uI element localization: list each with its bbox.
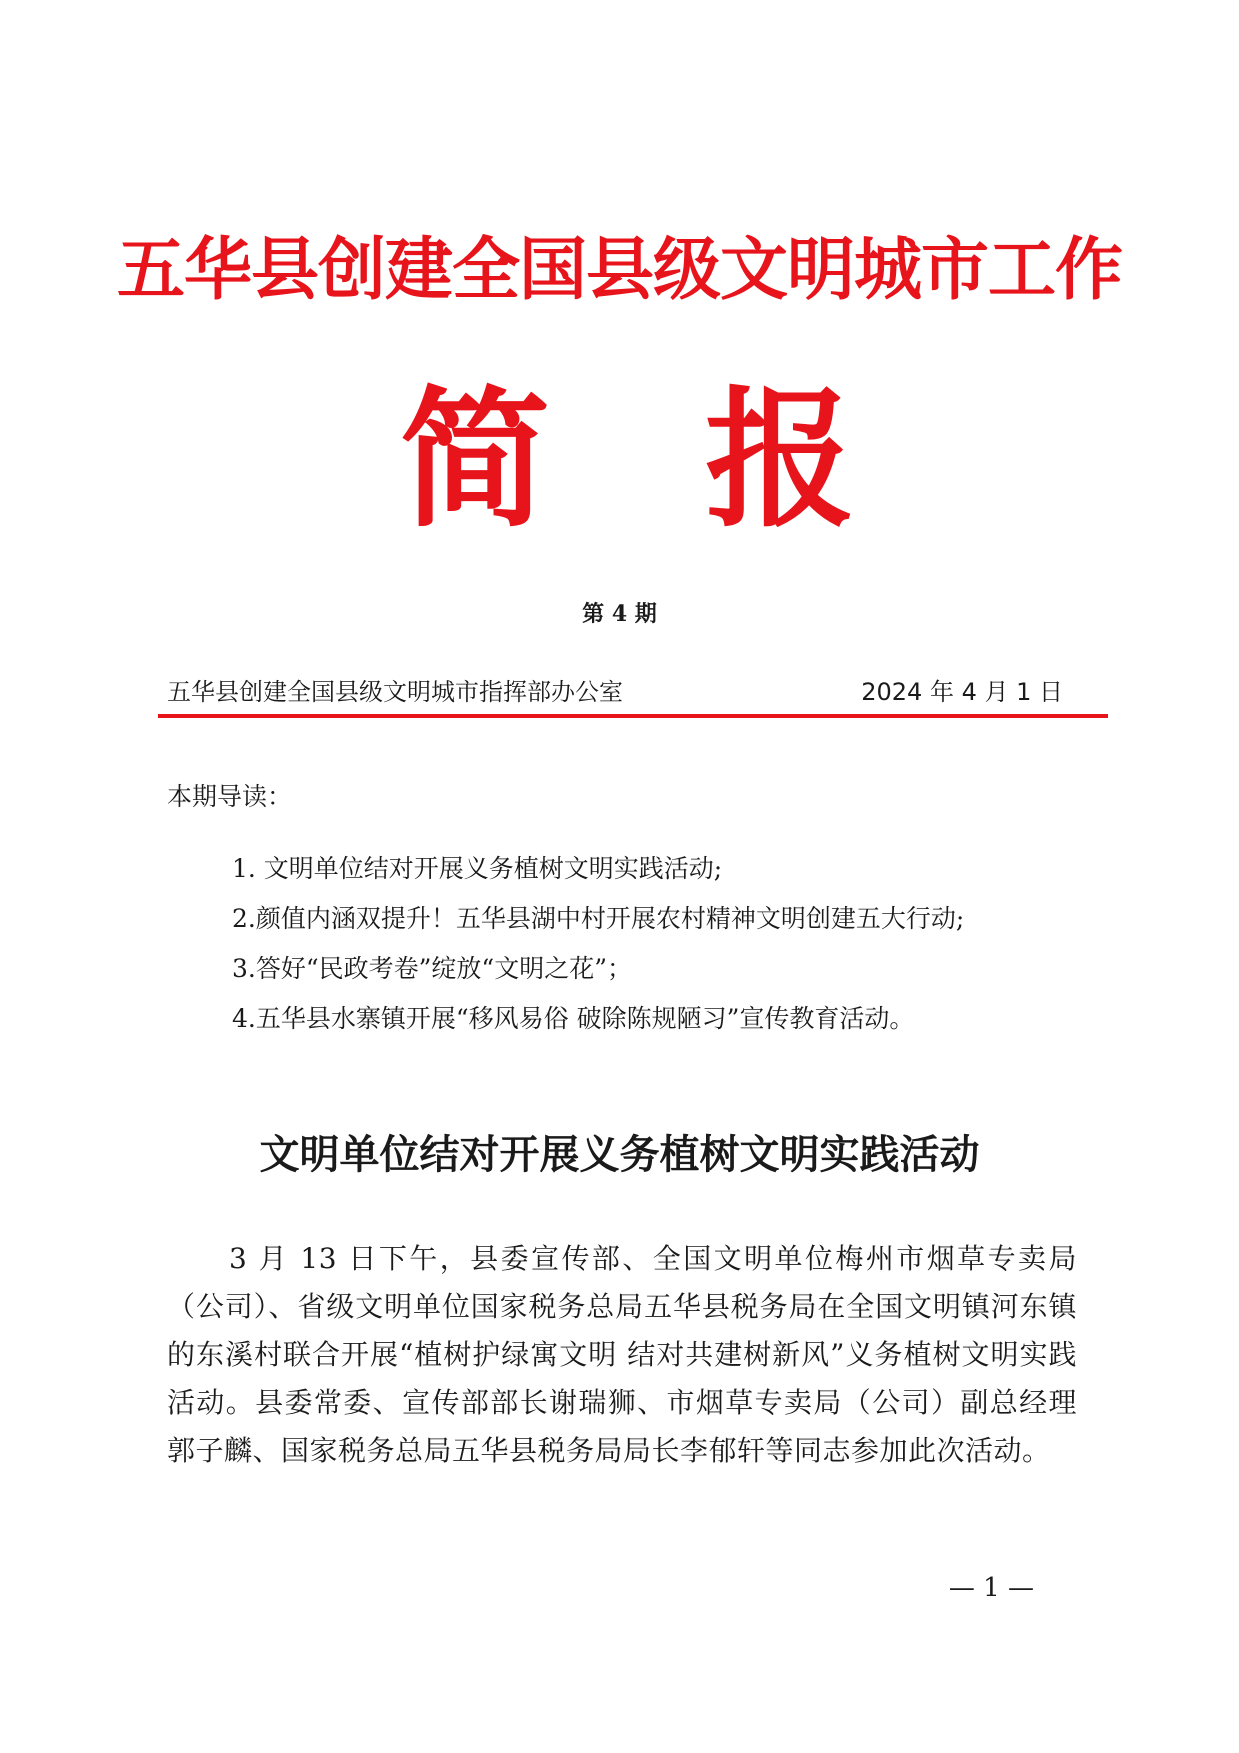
toc-title: 本期导读： [167,782,293,811]
brief-title-char-2: 报 [705,372,856,548]
toc-item-1: 1. 文明单位结对开展义务植树文明实践活动; [232,854,723,883]
header-red-rule [158,714,1108,718]
issue-number: 第 4 期 [582,601,657,627]
toc-list [232,854,964,1054]
brief-title-char-1: 简 [400,372,551,548]
page-number: — 1 — [948,1573,1034,1603]
issuing-office: 五华县创建全国县级文明城市指挥部办公室 [167,678,623,706]
toc-item-4: 4.五华县水寨镇开展“移风易俗 破除陈规陋习”宣传教育活动。 [232,1004,915,1033]
toc-item-3: 3.答好“民政考卷”绽放“文明之花”； [232,954,632,983]
article-title: 文明单位结对开展义务植树文明实践活动 [259,1131,980,1178]
issue-date: 2024 年 4 月 1 日 [861,678,1063,706]
article-body: 3 月 13 日下午，县委宣传部、全国文明单位梅州市烟草专卖局（公司）、省级文明单位国家税务总局五华县税务局在全国文明镇河东镇的东溪村联合开展“植树护绿寓文明 结对共建树新风”义务植树文明实践活动。县委常委、宣传部部长谢瑞狮、市烟草专卖局（公司）副总经理郭子麟、国家税务总局五华县税务局局长李郁轩等同志参加此次活动。 [167,1242,1077,1467]
masthead-title: 五华县创建全国县级文明城市工作 [116,230,1122,310]
toc-item-2: 2.颜值内涵双提升！五华县湖中村开展农村精神文明创建五大行动; [232,904,965,933]
